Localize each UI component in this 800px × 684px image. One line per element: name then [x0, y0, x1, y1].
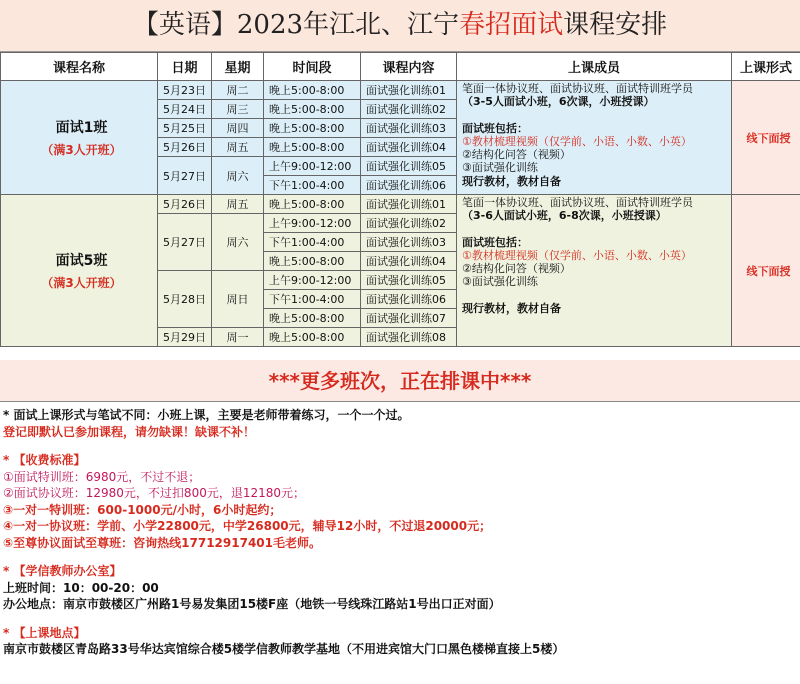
date-cell: 5月23日	[158, 81, 212, 100]
content-cell: 面试强化训练07	[361, 309, 457, 328]
time-cell: 上午9:00-12:00	[264, 157, 361, 176]
members-line: ③面试强化训练	[462, 275, 538, 289]
office-address: 办公地点：南京市鼓楼区广州路1号易发集团15楼F座（地铁一号线珠江路站1号出口正对面）	[3, 597, 501, 611]
content-cell: 面试强化训练02	[361, 214, 457, 233]
class1-members	[457, 81, 732, 195]
table-row	[1, 81, 800, 100]
table-header-row	[1, 53, 800, 81]
content-cell: 面试强化训练08	[361, 328, 457, 347]
fee-item: ④一对一协议班：学前、小学22800元，中学26800元，辅导12小时，不过退20000元；	[3, 519, 492, 533]
class5-members	[457, 195, 732, 347]
time-cell: 晚上5:00-8:00	[264, 119, 361, 138]
office-title: * 【学信教师办公室】	[3, 564, 122, 578]
fee-item: ①面试特训班：6980元，不过不退；	[3, 469, 201, 484]
content-cell: 面试强化训练05	[361, 271, 457, 290]
time-cell: 晚上5:00-8:00	[264, 81, 361, 100]
header-date: 日期	[158, 53, 212, 81]
date-cell: 5月28日	[158, 271, 212, 328]
weekday-cell: 周六	[212, 214, 264, 271]
date-cell: 5月25日	[158, 119, 212, 138]
time-cell: 晚上5:00-8:00	[264, 100, 361, 119]
time-cell: 上午9:00-12:00	[264, 214, 361, 233]
header-format: 上课形式	[732, 53, 800, 81]
date-cell: 5月27日	[158, 157, 212, 195]
members-line: 笔面一体协议班、面试协议班、面试特训班学员	[462, 196, 693, 209]
class-location-title: * 【上课地点】	[3, 625, 86, 640]
class-location-address: 南京市鼓楼区青岛路33号华达宾馆综合楼5楼学信教师教学基地（不用进宾馆大门口黑色楼梯直接上5楼）	[3, 642, 565, 656]
members-line: 现行教材，教材自备	[462, 301, 561, 315]
title-highlight: 春招面试	[459, 10, 564, 40]
header-weekday: 星期	[212, 53, 264, 81]
content-cell: 面试强化训练04	[361, 252, 457, 271]
weekday-cell: 周日	[212, 271, 264, 328]
members-line: （3-5人面试小班，6次课，小班授课）	[462, 95, 655, 109]
members-line: ①教材梳理视频（仅学前、小语、小数、小英）	[462, 248, 692, 262]
class1-format: 线下面授	[732, 81, 800, 195]
date-cell: 5月26日	[158, 138, 212, 157]
time-cell: 晚上5:00-8:00	[264, 328, 361, 347]
header-content: 课程内容	[361, 53, 457, 81]
time-cell: 晚上5:00-8:00	[264, 309, 361, 328]
content-cell: 面试强化训练06	[361, 176, 457, 195]
time-cell: 下午1:00-4:00	[264, 233, 361, 252]
members-line: 现行教材，教材自备	[462, 174, 561, 188]
note-format: * 面试上课形式与笔试不同：小班上课，主要是老师带着练习，一个一个过。	[3, 408, 410, 422]
class1-sub: （满3人开班）	[41, 143, 122, 157]
weekday-cell: 周五	[212, 138, 264, 157]
fee-title: * 【收费标准】	[3, 453, 86, 467]
date-cell: 5月29日	[158, 328, 212, 347]
header-members: 上课成员	[457, 53, 732, 81]
time-cell: 上午9:00-12:00	[264, 271, 361, 290]
members-line: ②结构化问答（视频）	[462, 262, 571, 276]
content-cell: 面试强化训练01	[361, 81, 457, 100]
date-cell: 5月26日	[158, 195, 212, 214]
time-cell: 晚上5:00-8:00	[264, 138, 361, 157]
time-cell: 下午1:00-4:00	[264, 290, 361, 309]
class5-name-cell	[1, 195, 158, 347]
schedule-table	[0, 52, 800, 347]
weekday-cell: 周六	[212, 157, 264, 195]
fee-item: ②面试协议班：12980元，不过扣800元，退12180元；	[3, 486, 306, 500]
header-time: 时间段	[264, 53, 361, 81]
time-cell: 晚上5:00-8:00	[264, 195, 361, 214]
time-cell: 晚上5:00-8:00	[264, 252, 361, 271]
members-line: 笔面一体协议班、面试协议班、面试特训班学员	[462, 82, 693, 95]
office-hours: 上班时间：10：00-20：00	[3, 580, 159, 595]
class1-name: 面试1班	[55, 120, 108, 136]
time-cell: 下午1:00-4:00	[264, 176, 361, 195]
weekday-cell: 周三	[212, 100, 264, 119]
content-cell: 面试强化训练01	[361, 195, 457, 214]
note-attendance: 登记即默认已参加课程，请勿缺课！缺课不补！	[3, 424, 256, 439]
date-cell: 5月24日	[158, 100, 212, 119]
content-cell: 面试强化训练03	[361, 119, 457, 138]
members-line: ①教材梳理视频（仅学前、小语、小数、小英）	[462, 134, 692, 148]
header-class-name: 课程名称	[1, 53, 158, 81]
title-prefix: 【英语】2023年江北、江宁	[132, 10, 460, 40]
content-cell: 面试强化训练06	[361, 290, 457, 309]
members-line: 面试班包括：	[462, 235, 528, 249]
date-cell: 5月27日	[158, 214, 212, 271]
content-cell: 面试强化训练04	[361, 138, 457, 157]
members-line: ③面试强化训练	[462, 161, 538, 175]
content-cell: 面试强化训练05	[361, 157, 457, 176]
members-line: ②结构化问答（视频）	[462, 148, 571, 162]
title-suffix: 课程安排	[563, 10, 668, 40]
more-classes-banner: ***更多班次，正在排课中***	[0, 360, 800, 402]
members-line: 面试班包括：	[462, 121, 528, 135]
class5-format: 线下面授	[732, 195, 800, 347]
content-cell: 面试强化训练02	[361, 100, 457, 119]
members-line: （3-6人面试小班，6-8次课，小班授课）	[462, 209, 667, 223]
notes-section	[3, 407, 798, 658]
weekday-cell: 周五	[212, 195, 264, 214]
class5-name: 面试5班	[55, 253, 108, 269]
table-row	[1, 195, 800, 214]
fee-item: ⑤至尊协议面试至尊班：咨询热线17712917401毛老师。	[3, 535, 322, 550]
weekday-cell: 周二	[212, 81, 264, 100]
page-title	[0, 0, 800, 52]
content-cell: 面试强化训练03	[361, 233, 457, 252]
weekday-cell: 周四	[212, 119, 264, 138]
class5-sub: （满3人开班）	[41, 276, 122, 290]
fee-item: ③一对一特训班：600-1000元/小时，6小时起约；	[3, 502, 282, 517]
class1-name-cell	[1, 81, 158, 195]
weekday-cell: 周一	[212, 328, 264, 347]
